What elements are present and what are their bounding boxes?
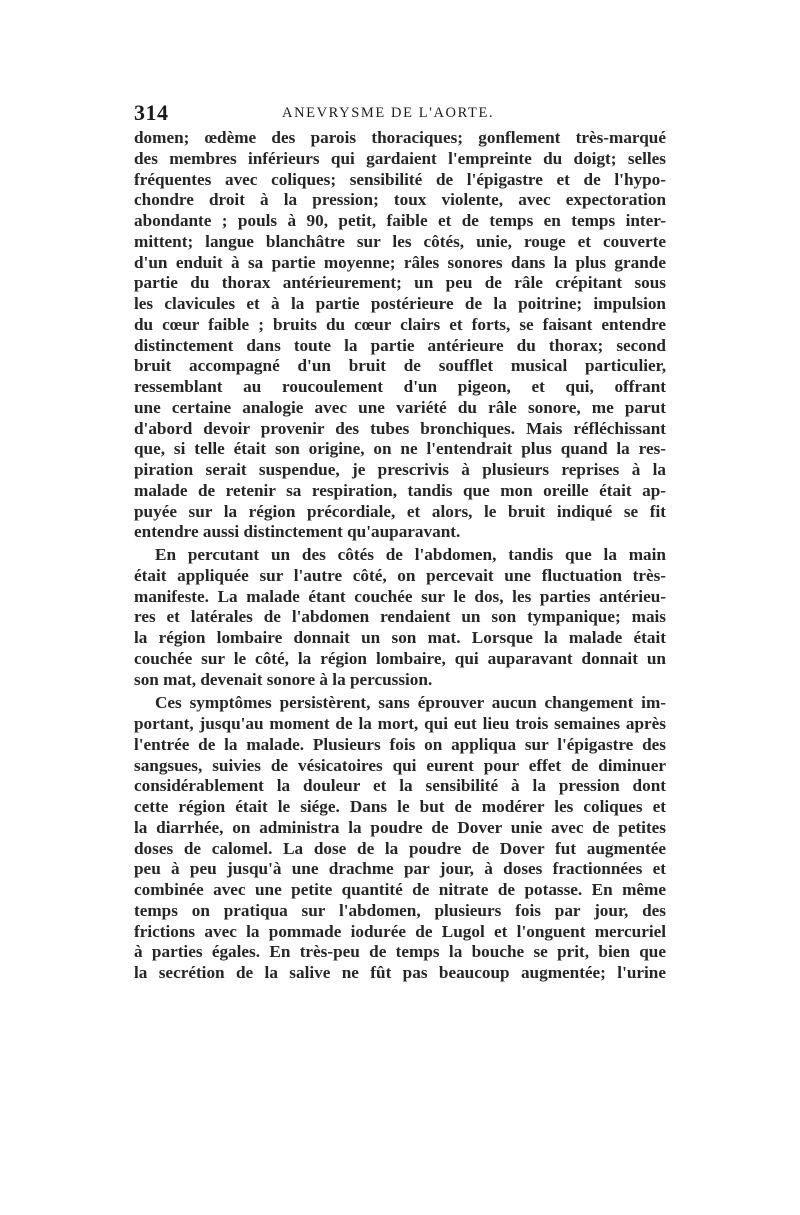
book-page xyxy=(134,96,666,984)
text-line: mittent; langue blanchâtre sur les côtés, unie, rouge et couverte xyxy=(134,231,666,251)
text-line: ressemblant au roucoulement d'un pigeon, et qui, offrant xyxy=(134,377,666,396)
text-line: partie du thorax antérieurement; un peu de râle crépitant sous xyxy=(134,273,666,293)
text-line: piration serait suspendue, je prescrivis à plusieurs reprises à la xyxy=(134,460,666,479)
text-line: l'entrée de la malade. Plusieurs fois on appliqua sur l'épigastre des xyxy=(134,734,666,754)
text-line: couchée sur le côté, la région lombaire, qui auparavant donnait un xyxy=(134,648,666,668)
text-line: une certaine analogie avec une variété du râle sonore, me parut xyxy=(134,397,666,417)
text-line: d'abord devoir provenir des tubes bronchiques. Mais réfléchissant xyxy=(134,418,666,438)
text-line: abondante ; pouls à 90, petit, faible et de temps en temps inter- xyxy=(134,211,666,230)
text-line: peu à peu jusqu'à une drachme par jour, à doses fractionnées et xyxy=(134,859,666,879)
text-line: malade de retenir sa respiration, tandis que mon oreille était ap- xyxy=(134,480,666,500)
text-line: doses de calomel. La dose de la poudre de Dover fut augmentée xyxy=(134,838,666,858)
text-line: distinctement dans toute la partie antérieure du thorax; second xyxy=(134,335,666,355)
text-line: des membres inférieurs qui gardaient l'empreinte du doigt; selles xyxy=(134,148,666,168)
text-line: considérablement la douleur et la sensibilité à la pression dont xyxy=(134,776,666,796)
page-body xyxy=(134,128,666,984)
paragraph-2 xyxy=(134,545,666,690)
text-line: chondre droit à la pression; toux violente, avec expectoration xyxy=(134,190,666,210)
text-line: sangsues, suivies de vésicatoires qui eurent pour effet de diminuer xyxy=(134,755,666,775)
text-line: les clavicules et à la partie postérieure de la poitrine; impulsion xyxy=(134,294,666,313)
text-line: à parties égales. En très-peu de temps la bouche se prit, bien que xyxy=(134,942,666,962)
text-line: entendre aussi distinctement qu'auparavant. xyxy=(134,522,461,542)
text-line: domen; œdème des parois thoraciques; gonflement très-marqué xyxy=(134,128,666,147)
text-line: son mat, devenait sonore à la percussion. xyxy=(134,669,433,689)
running-head: ANEVRYSME DE L'AORTE. xyxy=(282,105,495,121)
text-line: combinée avec une petite quantité de nitrate de potasse. En même xyxy=(134,880,666,899)
paragraph-3 xyxy=(134,693,666,984)
text-line: fréquentes avec coliques; sensibilité de l'épigastre et de l'hypo- xyxy=(134,169,666,189)
text-line: cette région était le siége. Dans le but de modérer les coliques et xyxy=(134,797,666,816)
page-number: 314 xyxy=(134,100,169,125)
page-header xyxy=(134,96,666,128)
text-line: était appliquée sur l'autre côté, on percevait une fluctuation très- xyxy=(134,565,666,585)
text-line: temps on pratiqua sur l'abdomen, plusieurs fois par jour, des xyxy=(134,900,666,920)
text-line: d'un enduit à sa partie moyenne; râles sonores dans la plus grande xyxy=(134,252,666,272)
paragraph-1 xyxy=(134,128,666,543)
text-line: puyée sur la région précordiale, et alors, le bruit indiqué se fit xyxy=(134,501,666,521)
text-line: manifeste. La malade étant couchée sur le dos, les parties antérieu- xyxy=(134,586,666,606)
text-line: que, si telle était son origine, on ne l'entendrait plus quand la res- xyxy=(134,439,666,459)
text-line: res et latérales de l'abdomen rendaient un son tympanique; mais xyxy=(134,607,666,627)
text-line: du cœur faible ; bruits du cœur clairs et forts, se faisant entendre xyxy=(134,314,666,334)
text-line: frictions avec la pommade iodurée de Lugol et l'onguent mercuriel xyxy=(134,921,666,941)
text-line: portant, jusqu'au moment de la mort, qui eut lieu trois semaines après xyxy=(134,714,666,733)
text-line: bruit accompagné d'un bruit de soufflet musical particulier, xyxy=(134,356,666,376)
text-line: Ces symptômes persistèrent, sans éprouver aucun changement im- xyxy=(155,693,666,713)
text-line: la diarrhée, on administra la poudre de Dover unie avec de petites xyxy=(134,817,666,837)
text-line: la secrétion de la salive ne fût pas beaucoup augmentée; l'urine xyxy=(134,963,666,982)
text-line: En percutant un des côtés de l'abdomen, tandis que la main xyxy=(155,545,666,564)
text-line: la région lombaire donnait un son mat. Lorsque la malade était xyxy=(134,628,666,647)
